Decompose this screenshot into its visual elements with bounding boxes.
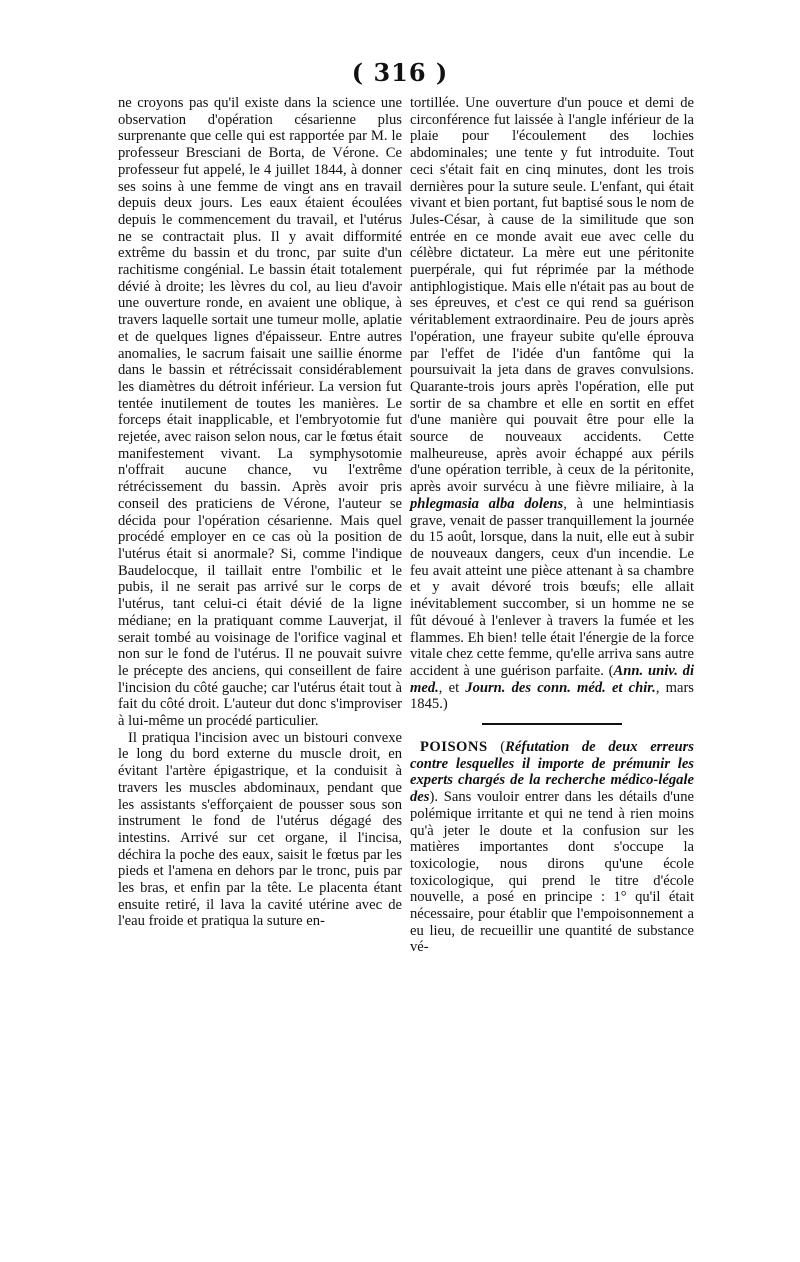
reference-journal-1: Ann. univ. di med.	[410, 662, 695, 696]
poisons-paragraph: POISONS (Réfutation de deux erreurs contre lesquelles il importe de prémunir les experts chargés de la recherche médico-légale des). Sans vouloir entrer dans les détails d'une polémique irritante et qui ne tend à rien moins qu'à jeter le doute et la confusion sur les matières importantes dont s'occupe la toxicologie, nous dirons qu'une école toxicologique, qui prend le titre d'école nouvelle, a posé en principe : 1° qu'il était nécessaire, pour établir que l'empoisonnement a eu lieu, de recueillir une quantité de substance vé-	[410, 739, 694, 956]
reference-journal-2: Journ. des conn. méd. et chir.	[465, 679, 656, 696]
right-paragraph-1-continued: , à une helmintiasis grave, venait de passer tranquillement la journée du 15 août, lorsque, dans la nuit, elle eut à subir de nouveaux dangers, ceux d'un incendie. Le feu avait atteint une pièce attenant à sa chambre et y avait dévoré trois bœufs; elle allait inévitablement succomber, si un homme ne se fût dévoué à l'enlever à travers la fumée et les flammes. Eh bien! telle était l'énergie de la force vitale chez cette femme, qu'elle arriva sans autre accident à une guérison parfaite. (	[410, 495, 694, 679]
reference-date: , mars 1845.)	[410, 679, 694, 713]
left-column	[118, 95, 402, 930]
right-column	[410, 95, 694, 956]
page-number: ( 316 )	[351, 58, 449, 87]
section-heading: POISONS	[420, 739, 488, 756]
italic-term: phlegmasia alba dolens	[410, 495, 564, 512]
reference-join: , et	[438, 679, 466, 696]
right-paragraph-1-text: tortillée. Une ouverture d'un pouce et demi de circonférence fut laissée à l'angle inférieur de la plaie pour l'écoulement des lochies abdominales; une tente y fut introduite. Tout ceci s'était fait en cinq minutes, dont les trois dernières pour la suture seule. L'enfant, qui était vivant et bien portant, fut baptisé sous le nom de Jules-César, à cause de la similitude que son entrée en ce monde avait eue avec celle du célèbre dictateur. La mère eut une péritonite puerpérale, qui fut réprimée par la méthode antiphlogistique. Mais elle n'était pas au bout de ses épreuves, et c'est ce qui rend sa guérison véritablement extraordinaire. Peu de jours après l'opération, une frayeur subite qu'elle éprouva par l'effet de l'idée d'un fantôme qui la poursuivait la jeta dans de graves convulsions. Quarante-trois jours après l'opération, elle put sortir de sa chambre et elle en sortit en effet d'une manière qui pouvait être pour elle la source de nouveaux accidents. Cette malheureuse, après avoir échappé aux périls d'une opération terrible, à ceux de la péritonite, après avoir survécu à une fièvre miliaire, à la	[410, 95, 694, 496]
section-subtitle: Réfutation de deux erreurs contre lesquelles il importe de prémunir les experts chargés de la recherche médico-légale des	[410, 739, 694, 806]
poisons-paragraph-text: ). Sans vouloir entrer dans les détails d'une polémique irritante et qui ne tend à rien moins qu'à jeter le doute et la confusion sur les matières importantes dont s'occupe la toxicologie, nous dirons qu'une école toxicologique, qui prend le titre d'école nouvelle, a posé en principe : 1° qu'il était nécessaire, pour établir que l'empoisonnement a eu lieu, de recueillir une quantité de substance vé-	[410, 789, 694, 956]
left-paragraph-2: Il pratiqua l'incision avec un bistouri convexe le long du bord externe du muscle droit, en évitant l'artère épigastrique, et la conduisit à travers les muscles abdominaux, pendant que les assistants s'efforçaient de pousser sous son instrument le fond de l'utérus dégagé des intestins. Arrivé sur cet organe, il l'incisa, déchira la poche des eaux, saisit le fœtus par les pieds et l'amena en dehors par le tronc, puis par les bras, et enfin par la tête. Le placenta étant ensuite retiré, il lava la cavité utérine avec de l'eau froide et pratiqua la suture en-	[118, 729, 402, 930]
section-divider	[482, 723, 622, 725]
right-paragraph-1	[410, 95, 694, 713]
left-paragraph-1: ne croyons pas qu'il existe dans la science une observation d'opération césarienne plus surprenante que celle qui est rapportée par M. le professeur Bresciani de Borta, de Vérone. Ce professeur fut appelé, le 4 juillet 1844, à donner ses soins à une femme de vingt ans en travail depuis deux jours. Les eaux étaient écoulées depuis le commencement du travail, et l'utérus ne se contractait plus. Il y avait difformité extrême du bassin et du tronc, par suite d'un rachitisme congénial. Le bassin était totalement dévié à droite; les lèvres du col, au lieu d'avoir une ouverture ronde, en avaient une oblique, à travers laquelle sortait une tumeur molle, aplatie et de quelques lignes d'épaisseur. Entre autres anomalies, le sacrum faisait une saillie énorme dans le bassin et rétrécissait considérablement les diamètres du détroit inférieur. La version fut tentée inutilement de toutes les manières. Le forceps était inapplicable, et l'embryotomie fut rejetée, avec raison selon nous, car le fœtus était manifestement vivant. La symphysotomie n'offrait aucune chance, vu l'extrême rétrécissement du bassin. Après avoir pris conseil des praticiens de Vérone, l'auteur se décida pour l'opération césarienne. Mais quel procédé employer en ce cas où la position de l'utérus était si anormale? Si, comme l'indique Baudelocque, il taillait entre l'ombilic et le pubis, il ne serait pas arrivé sur le corps de l'utérus, tant celui-ci était dévié de la ligne médiane; en la pratiquant comme Lauverjat, il serait tombé au voisinage de l'orifice vaginal et non sur le fond de l'utérus. Il ne pouvait suivre le précepte des anciens, qui conseillent de faire l'incision du côté gauche; car l'utérus était tout à fait du côté droit. L'auteur dut donc s'improviser à lui-même un procédé particulier.	[118, 95, 402, 730]
